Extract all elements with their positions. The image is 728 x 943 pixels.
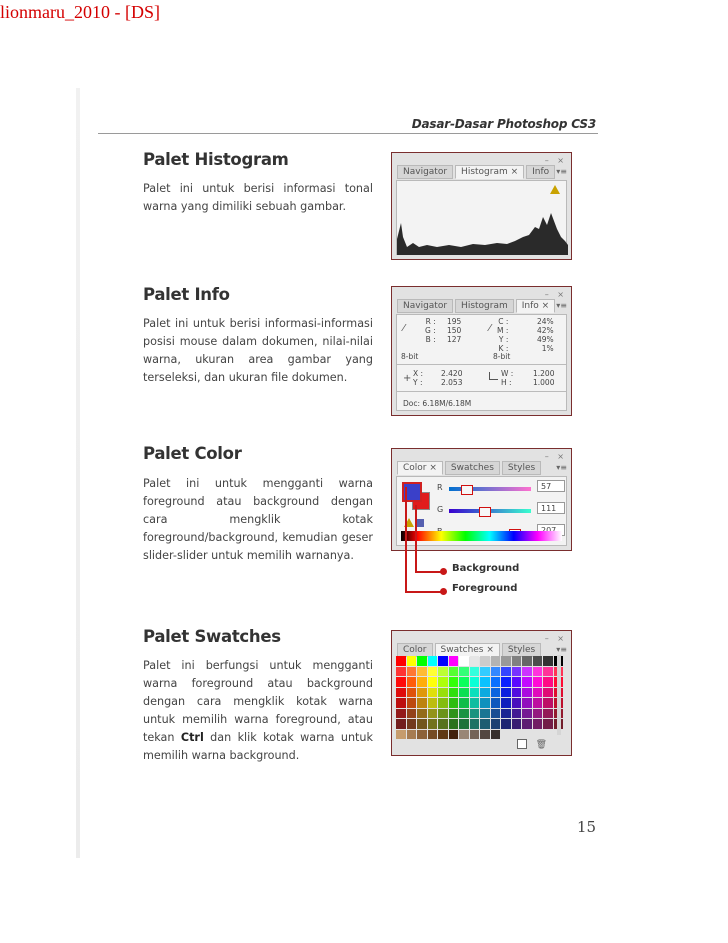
color-swatch[interactable] <box>428 730 438 740</box>
swatches-text-b: dan klik kotak warna untuk memilih warna background. <box>143 731 373 762</box>
color-swatch[interactable] <box>449 719 459 729</box>
callout-line-background <box>415 505 417 573</box>
color-swatch[interactable] <box>407 677 417 687</box>
wh-values: 1.200 1.000 <box>533 369 555 387</box>
slider-r[interactable] <box>437 483 573 497</box>
running-header: Dasar-Dasar Photoshop CS3 <box>411 117 596 131</box>
section-body-swatches <box>143 657 373 765</box>
xy-labels: X : Y : <box>413 369 424 387</box>
rgb-labels: R : G : B : <box>425 317 436 344</box>
info-palette <box>391 286 572 416</box>
color-swatch[interactable] <box>470 719 480 729</box>
color-swatch[interactable] <box>396 698 406 708</box>
color-swatch[interactable] <box>428 656 438 666</box>
section-title-histogram: Palet Histogram <box>143 150 289 169</box>
section-title-info: Palet Info <box>143 285 230 304</box>
color-swatch[interactable] <box>417 730 427 740</box>
swatches-palette <box>391 630 572 756</box>
color-swatch[interactable] <box>417 719 427 729</box>
color-swatch[interactable] <box>417 688 427 698</box>
color-swatch[interactable] <box>491 667 501 677</box>
cmyk-values: 24% 42% 49% 1% <box>537 317 554 353</box>
color-swatch[interactable] <box>512 688 522 698</box>
color-swatch[interactable] <box>417 677 427 687</box>
watermark: lionmaru_2010 - [DS] <box>0 2 160 22</box>
color-swatch[interactable] <box>543 709 553 719</box>
histogram-graph <box>397 181 568 255</box>
tab-color[interactable]: Color × <box>397 461 443 475</box>
color-swatch[interactable] <box>428 698 438 708</box>
color-swatch[interactable] <box>459 677 469 687</box>
color-swatch[interactable] <box>491 656 501 666</box>
section-title-swatches: Palet Swatches <box>143 627 281 646</box>
tab-navigator[interactable]: Navigator <box>397 165 453 179</box>
color-swatch[interactable] <box>470 730 480 740</box>
color-swatch[interactable] <box>459 688 469 698</box>
color-swatch[interactable] <box>396 656 406 666</box>
color-swatch[interactable] <box>480 698 490 708</box>
color-swatch[interactable] <box>407 667 417 677</box>
tab-color[interactable]: Color <box>397 643 433 657</box>
palette-tabs <box>397 165 555 179</box>
color-swatch[interactable] <box>501 677 511 687</box>
color-swatch[interactable] <box>407 698 417 708</box>
color-swatch[interactable] <box>491 709 501 719</box>
color-swatch[interactable] <box>417 709 427 719</box>
section-body-histogram: Palet ini untuk berisi informasi tonal warna yang dimiliki sebuah gambar. <box>143 182 373 213</box>
color-swatch[interactable] <box>396 730 406 740</box>
eyedropper-icon: ⁄ <box>403 323 405 334</box>
swatch-grid <box>396 656 563 739</box>
tab-styles[interactable]: Styles <box>502 461 541 475</box>
color-swatch[interactable] <box>491 698 501 708</box>
color-swatch[interactable] <box>501 719 511 729</box>
color-swatch[interactable] <box>449 656 459 666</box>
color-swatch[interactable] <box>480 656 490 666</box>
tab-swatches[interactable]: Swatches <box>445 461 500 475</box>
color-swatch[interactable] <box>543 688 553 698</box>
section-title-color: Palet Color <box>143 444 242 463</box>
callout-dot <box>440 588 447 595</box>
color-swatch[interactable] <box>480 677 490 687</box>
slider-value-input[interactable]: 57 <box>537 480 565 492</box>
color-swatch[interactable] <box>533 677 543 687</box>
color-swatch[interactable] <box>396 709 406 719</box>
swatches-text-a: Palet ini berfungsi untuk mengganti warna foreground atau background dengan cara mengklik kotak warna untuk memilih warna foreground, atau tekan <box>143 659 373 744</box>
ctrl-key-label: Ctrl <box>180 731 204 744</box>
color-swatch[interactable] <box>470 656 480 666</box>
color-swatch[interactable] <box>438 677 448 687</box>
color-swatch[interactable] <box>438 719 448 729</box>
color-swatch[interactable] <box>533 698 543 708</box>
color-swatch[interactable] <box>407 719 417 729</box>
color-swatch[interactable] <box>491 688 501 698</box>
color-panel <box>396 476 567 546</box>
callout-dot <box>440 568 447 575</box>
color-swatch[interactable] <box>491 677 501 687</box>
palette-menu-icon[interactable]: ▾≡ <box>556 645 567 654</box>
color-palette <box>391 448 572 551</box>
color-swatch[interactable] <box>407 688 417 698</box>
divider <box>397 364 566 365</box>
color-swatch[interactable] <box>533 719 543 729</box>
color-swatch[interactable] <box>438 688 448 698</box>
bit-depth-left: 8-bit <box>401 352 419 361</box>
color-swatch[interactable] <box>491 730 501 740</box>
color-swatch[interactable] <box>396 719 406 729</box>
color-swatch[interactable] <box>522 656 532 666</box>
color-swatch[interactable] <box>470 698 480 708</box>
color-swatch[interactable] <box>470 688 480 698</box>
color-swatch[interactable] <box>449 667 459 677</box>
tab-navigator[interactable]: Navigator <box>397 299 453 313</box>
selection-size-icon <box>489 372 498 380</box>
trash-icon[interactable]: 🗑 <box>535 740 547 750</box>
palette-tabs <box>397 461 541 475</box>
color-swatch[interactable] <box>501 688 511 698</box>
page-number: 15 <box>577 818 597 836</box>
color-swatch[interactable] <box>428 709 438 719</box>
color-swatch[interactable] <box>438 698 448 708</box>
color-swatch[interactable] <box>417 698 427 708</box>
color-swatch[interactable] <box>459 656 469 666</box>
color-swatch[interactable] <box>512 698 522 708</box>
color-swatch[interactable] <box>501 667 511 677</box>
color-swatch[interactable] <box>396 688 406 698</box>
slider-value-input[interactable]: 111 <box>537 502 565 514</box>
empty-swatch <box>533 730 543 740</box>
slider-handle[interactable] <box>461 485 473 495</box>
window-controls[interactable]: – × <box>544 156 567 165</box>
color-swatch[interactable] <box>512 677 522 687</box>
color-swatch[interactable] <box>459 698 469 708</box>
color-swatch[interactable] <box>501 656 511 666</box>
callout-line-background <box>415 571 443 573</box>
color-swatch[interactable] <box>417 656 427 666</box>
color-swatch[interactable] <box>491 719 501 729</box>
wh-labels: W : H : <box>501 369 514 387</box>
color-swatch[interactable] <box>428 677 438 687</box>
color-swatch[interactable] <box>533 688 543 698</box>
color-swatch[interactable] <box>407 709 417 719</box>
color-swatch[interactable] <box>449 730 459 740</box>
empty-swatch <box>501 730 511 740</box>
info-panel <box>396 314 567 411</box>
palette-menu-icon[interactable]: ▾≡ <box>556 301 567 310</box>
color-swatch[interactable] <box>480 709 490 719</box>
color-swatch[interactable] <box>407 656 417 666</box>
color-swatch[interactable] <box>480 719 490 729</box>
empty-swatch <box>543 730 553 740</box>
color-swatch[interactable] <box>417 667 427 677</box>
color-swatch[interactable] <box>533 709 543 719</box>
empty-swatch <box>522 730 532 740</box>
tab-histogram[interactable]: Histogram × <box>455 165 524 179</box>
color-swatch[interactable] <box>449 688 459 698</box>
color-swatch[interactable] <box>522 667 532 677</box>
rgb-values: 195 150 127 <box>447 317 462 344</box>
gamut-color-icon[interactable] <box>416 519 424 527</box>
color-swatch[interactable] <box>543 656 553 666</box>
window-controls[interactable]: – × <box>544 452 567 461</box>
tab-histogram[interactable]: Histogram <box>455 299 514 313</box>
color-swatch[interactable] <box>533 667 543 677</box>
color-swatch[interactable] <box>396 667 406 677</box>
color-swatch[interactable] <box>459 719 469 729</box>
tab-info[interactable]: Info <box>526 165 555 179</box>
callout-line-foreground <box>405 591 443 593</box>
color-swatch[interactable] <box>449 677 459 687</box>
window-controls[interactable]: – × <box>544 634 567 643</box>
window-controls[interactable]: – × <box>544 290 567 299</box>
palette-tabs <box>397 643 541 657</box>
scrollbar[interactable] <box>557 655 561 735</box>
color-swatch[interactable] <box>522 688 532 698</box>
color-swatch[interactable] <box>522 698 532 708</box>
callout-background: Background <box>452 563 520 574</box>
color-swatch[interactable] <box>512 667 522 677</box>
divider <box>397 391 566 392</box>
color-swatch[interactable] <box>480 730 490 740</box>
header-rule <box>98 133 598 134</box>
color-swatch[interactable] <box>501 698 511 708</box>
color-swatch[interactable] <box>543 677 553 687</box>
section-body-color: Palet ini untuk mengganti warna foreground atau background dengan cara mengklik kotak foreground/background, kemudian geser slider-slider untuk memilih warnanya. <box>143 477 373 562</box>
palette-tabs <box>397 299 555 313</box>
palette-menu-icon[interactable]: ▾≡ <box>556 463 567 472</box>
color-swatch[interactable] <box>512 709 522 719</box>
color-swatch[interactable] <box>512 656 522 666</box>
color-swatch[interactable] <box>522 719 532 729</box>
bit-depth-right: 8-bit <box>493 352 511 361</box>
section-body-info: Palet ini untuk berisi informasi-informasi posisi mouse dalam dokumen, nilai-nilai warna, ukuran area gambar yang terseleksi, dan ukuran file dokumen. <box>143 317 373 384</box>
color-swatch[interactable] <box>512 719 522 729</box>
slider-label: G <box>437 505 444 514</box>
color-swatch[interactable] <box>407 730 417 740</box>
histogram-panel <box>396 180 567 255</box>
color-swatch[interactable] <box>470 667 480 677</box>
color-swatch[interactable] <box>428 719 438 729</box>
color-swatch[interactable] <box>438 709 448 719</box>
color-swatch[interactable] <box>428 667 438 677</box>
tab-info[interactable]: Info × <box>516 299 555 313</box>
slider-label: R <box>437 483 443 492</box>
color-swatch[interactable] <box>543 719 553 729</box>
color-swatch[interactable] <box>438 730 448 740</box>
color-swatch[interactable] <box>470 709 480 719</box>
color-swatch[interactable] <box>522 677 532 687</box>
color-swatch[interactable] <box>459 730 469 740</box>
slider-handle[interactable] <box>479 507 491 517</box>
eyedropper-icon: ⁄ <box>489 323 491 334</box>
color-swatch[interactable] <box>470 677 480 687</box>
color-swatch[interactable] <box>522 709 532 719</box>
color-swatch[interactable] <box>449 709 459 719</box>
slider-g[interactable] <box>437 505 573 519</box>
color-swatch[interactable] <box>459 667 469 677</box>
empty-swatch <box>512 730 522 740</box>
cmyk-labels: C : M : Y : K : <box>497 317 509 353</box>
new-swatch-icon[interactable] <box>517 739 527 749</box>
color-swatch[interactable] <box>459 709 469 719</box>
color-swatch[interactable] <box>533 656 543 666</box>
color-ramp[interactable] <box>401 531 562 541</box>
color-swatch[interactable] <box>396 677 406 687</box>
xy-values: 2.420 2.053 <box>441 369 463 387</box>
color-swatch[interactable] <box>438 667 448 677</box>
tab-swatches[interactable]: Swatches × <box>435 643 500 657</box>
tab-styles[interactable]: Styles <box>502 643 541 657</box>
palette-menu-icon[interactable]: ▾≡ <box>556 167 567 176</box>
callout-foreground: Foreground <box>452 583 518 594</box>
color-swatch[interactable] <box>543 698 553 708</box>
color-swatch[interactable] <box>449 698 459 708</box>
doc-size: Doc: 6.18M/6.18M <box>403 399 472 408</box>
callout-line-foreground <box>405 487 407 593</box>
color-swatch[interactable] <box>501 709 511 719</box>
color-swatch[interactable] <box>480 667 490 677</box>
color-swatch[interactable] <box>543 667 553 677</box>
crosshair-icon: + <box>403 373 412 384</box>
histogram-palette <box>391 152 572 260</box>
color-swatch[interactable] <box>428 688 438 698</box>
color-swatch[interactable] <box>480 688 490 698</box>
color-swatch[interactable] <box>438 656 448 666</box>
